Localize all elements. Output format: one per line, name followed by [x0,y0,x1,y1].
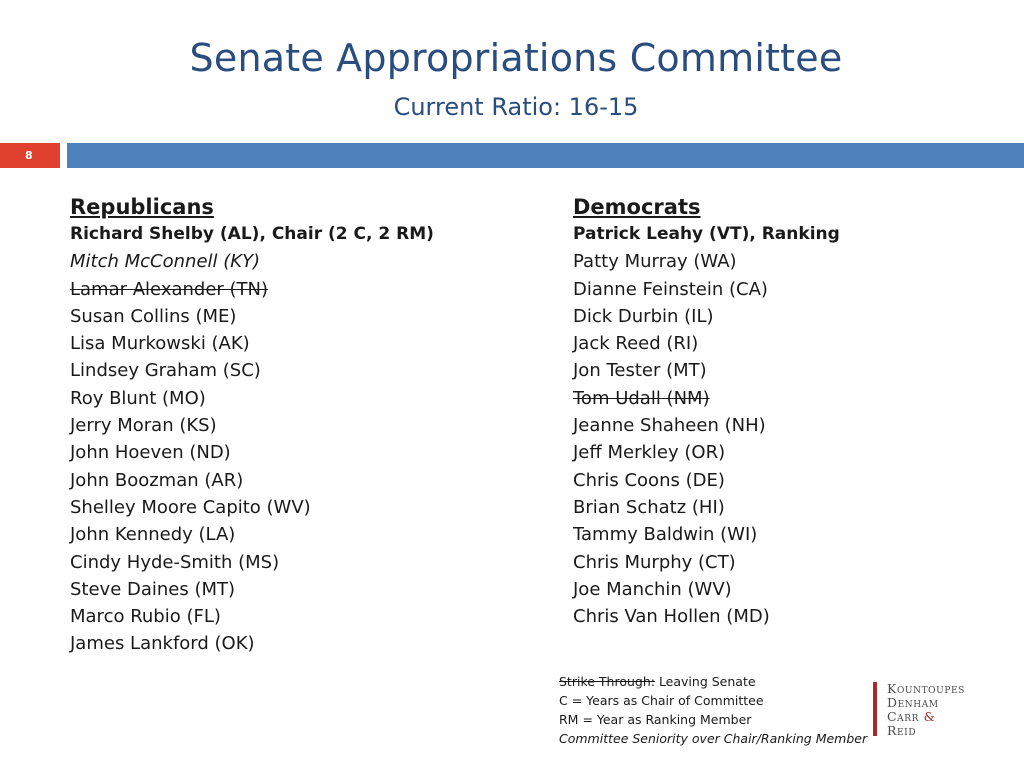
member-item: Jeanne Shaheen (NH) [573,415,766,437]
member-item: Jack Reed (RI) [573,333,699,355]
logo-accent-bar [873,682,877,736]
democrats-heading: Democrats [573,195,701,219]
member-item: John Hoeven (ND) [70,442,231,464]
republicans-column [70,192,434,658]
member-item: Dick Durbin (IL) [573,305,714,327]
page-title: Senate Appropriations Committee [189,36,843,80]
logo-ampersand: & [923,709,936,724]
member-item: Cindy Hyde-Smith (MS) [70,551,280,573]
logo-line-1: Kountoupes [887,681,965,696]
member-item: Dianne Feinstein (CA) [573,278,768,300]
member-item: Marco Rubio (FL) [70,606,221,628]
member-item: Patty Murray (WA) [573,251,737,273]
member-item: John Boozman (AR) [70,469,244,491]
page-subtitle: Current Ratio: 16-15 [393,93,639,121]
legend-strike-label: Strike Through: [559,674,655,689]
legend [559,672,867,748]
firm-logo [873,682,993,738]
democrats-list [573,221,840,630]
member-item: Lindsey Graham (SC) [70,360,261,382]
legend-chair-line: C = Years as Chair of Committee [559,693,764,708]
logo-line-4: Reid [887,723,917,738]
legend-strike-desc: Leaving Senate [654,674,756,689]
member-item: Lamar Alexander (TN) [70,278,269,300]
member-item: Jon Tester (MT) [573,360,707,382]
logo-line-3 [887,710,965,724]
slide-number: 8 [0,143,60,168]
legend-ranking-line: RM = Year as Ranking Member [559,712,752,727]
member-item: Tom Udall (NM) [573,387,710,409]
legend-seniority-line: Committee Seniority over Chair/Ranking Member [559,731,868,746]
logo-line-2: Denham [887,695,939,710]
republicans-list [70,221,434,658]
member-item: Mitch McConnell (KY) [70,251,261,273]
member-item: Jerry Moran (KS) [70,415,217,437]
member-item: Chris Van Hollen (MD) [573,606,770,628]
header-banner [67,143,1024,168]
member-item: Brian Schatz (HI) [573,496,725,518]
logo-line-3-text: Carr [887,709,920,724]
member-item: John Kennedy (LA) [70,524,236,546]
member-item: Jeff Merkley (OR) [573,442,726,464]
legend-strike-line [559,672,867,691]
member-item: Tammy Baldwin (WI) [573,524,758,546]
member-item: Susan Collins (ME) [70,305,237,327]
member-item: Patrick Leahy (VT), Ranking [573,224,840,244]
member-item: Shelley Moore Capito (WV) [70,496,311,518]
member-item: Chris Coons (DE) [573,469,725,491]
member-item: Steve Daines (MT) [70,578,236,600]
member-item: Roy Blunt (MO) [70,387,206,409]
logo-text [887,682,965,738]
member-item: Lisa Murkowski (AK) [70,333,250,355]
member-item: James Lankford (OK) [70,633,255,655]
member-item: Richard Shelby (AL), Chair (2 C, 2 RM) [70,224,434,244]
republicans-heading: Republicans [70,195,214,219]
democrats-column [573,192,840,630]
member-item: Chris Murphy (CT) [573,551,736,573]
member-item: Joe Manchin (WV) [573,578,732,600]
